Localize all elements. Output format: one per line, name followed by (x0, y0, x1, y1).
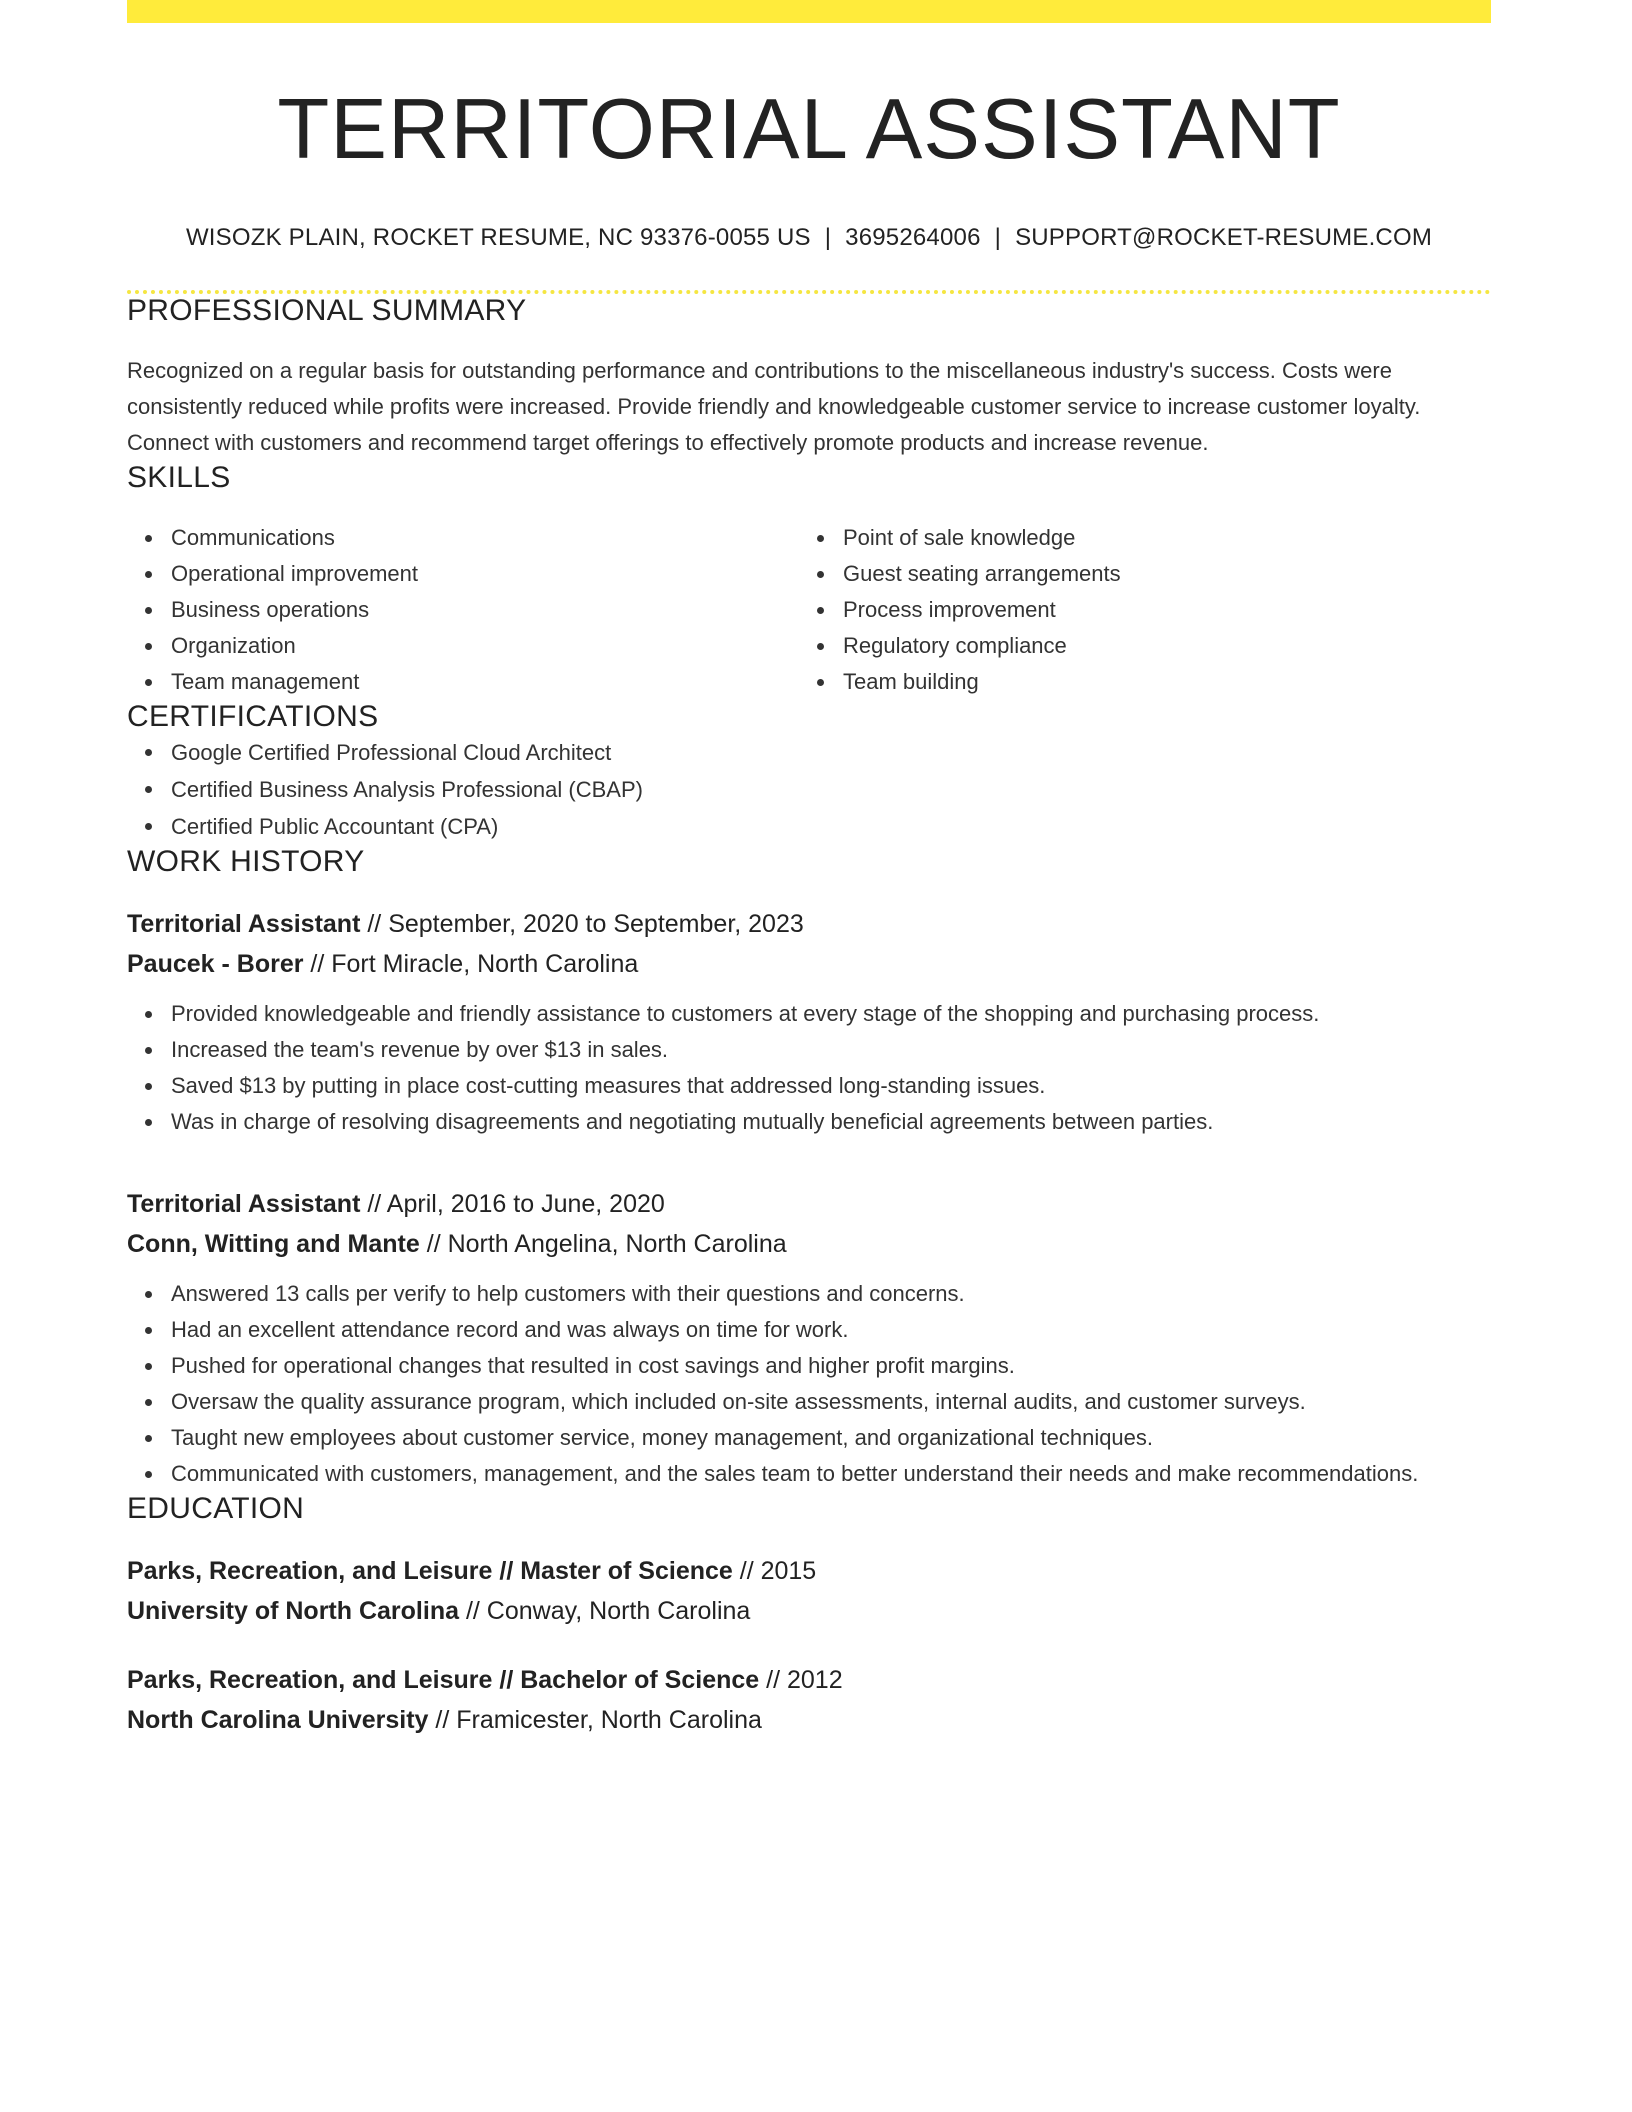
skill-item: Business operations (171, 592, 799, 628)
contact-email: SUPPORT@ROCKET-RESUME.COM (1015, 223, 1433, 251)
school-line (127, 1700, 1491, 1740)
certification-item: Certified Public Accountant (CPA) (171, 808, 1491, 845)
job-duty-item: Saved $13 by putting in place cost-cutting measures that addressed long-standing issues. (171, 1068, 1491, 1104)
degree-line (127, 1551, 1491, 1591)
job-company: Conn, Witting and Mante (127, 1229, 420, 1258)
job-title-line (127, 1184, 1491, 1224)
job-location: // North Angelina, North Carolina (419, 1229, 787, 1258)
skills-heading: SKILLS (127, 460, 231, 494)
work-history-heading: WORK HISTORY (127, 844, 365, 878)
school-location: // Framicester, North Carolina (428, 1705, 762, 1734)
skill-item: Process improvement (843, 592, 1471, 628)
skills-column-right (799, 520, 1471, 700)
job-company-line (127, 1224, 1491, 1264)
job-duty-item: Answered 13 calls per verify to help customers with their questions and concerns. (171, 1276, 1491, 1312)
skill-item: Team building (843, 664, 1471, 700)
degree-name: Parks, Recreation, and Leisure // Master of Science (127, 1556, 733, 1585)
certification-item: Certified Business Analysis Professional (CBAP) (171, 771, 1491, 808)
skill-item: Team management (171, 664, 799, 700)
skills-grid (127, 520, 1491, 700)
contact-address: WISOZK PLAIN, ROCKET RESUME, NC 93376-0055 US (185, 223, 811, 251)
skill-item: Organization (171, 628, 799, 664)
degree-year: // 2015 (732, 1556, 817, 1585)
summary-heading: PROFESSIONAL SUMMARY (127, 293, 527, 327)
degree-name: Parks, Recreation, and Leisure // Bachelor of Science (127, 1665, 760, 1694)
certifications-list (127, 734, 1491, 845)
contact-separator: | (824, 223, 832, 251)
job-dates: // April, 2016 to June, 2020 (360, 1189, 665, 1218)
school-name: University of North Carolina (127, 1596, 459, 1625)
resume-page (127, 0, 1491, 1740)
skill-item: Regulatory compliance (843, 628, 1471, 664)
job-location: // Fort Miracle, North Carolina (303, 949, 639, 978)
job-role: Territorial Assistant (127, 909, 361, 938)
skills-column-left (127, 520, 799, 700)
education-entry (127, 1551, 1491, 1631)
skills-list-left (127, 520, 799, 700)
job-company: Paucek - Borer (127, 949, 304, 978)
job-duty-item: Oversaw the quality assurance program, which included on-site assessments, internal audits, and customer surveys. (171, 1384, 1491, 1420)
summary-text: Recognized on a regular basis for outstanding performance and contributions to the miscellaneous industry's success. Costs were consistently reduced while profits were increased. Provide friendly and knowledgeable customer service to increase customer loyalty. Connect with customers and recommend target offerings to effectively promote products and increase revenue. (127, 357, 1421, 455)
job-duty-item: Had an excellent attendance record and was always on time for work. (171, 1312, 1491, 1348)
job-role: Territorial Assistant (127, 1189, 361, 1218)
school-location: // Conway, North Carolina (459, 1596, 751, 1625)
resume-name: TERRITORIAL ASSISTANT (277, 82, 1341, 177)
skill-item: Operational improvement (171, 556, 799, 592)
contact-phone: 3695264006 (845, 223, 981, 251)
job-duty-item: Taught new employees about customer service, money management, and organizational techniques. (171, 1420, 1491, 1456)
education-heading: EDUCATION (127, 1491, 305, 1525)
job-duty-item: Communicated with customers, management, and the sales team to better understand their needs and make recommendations. (171, 1456, 1491, 1492)
job-dates: // September, 2020 to September, 2023 (360, 909, 804, 938)
accent-bar (127, 0, 1491, 23)
certifications-heading: CERTIFICATIONS (127, 699, 379, 733)
job-duties-list (127, 996, 1491, 1140)
skills-list-right (799, 520, 1471, 700)
job-duty-item: Was in charge of resolving disagreements and negotiating mutually beneficial agreements between parties. (171, 1104, 1491, 1140)
skill-item: Communications (171, 520, 799, 556)
school-name: North Carolina University (127, 1705, 429, 1734)
education-entry (127, 1660, 1491, 1740)
degree-line (127, 1660, 1491, 1700)
degree-year: // 2012 (759, 1665, 843, 1694)
job-duties-list (127, 1276, 1491, 1492)
job-entry (127, 904, 1491, 1140)
contact-separator: | (994, 223, 1002, 251)
school-line (127, 1591, 1491, 1631)
job-duty-item: Provided knowledgeable and friendly assistance to customers at every stage of the shopping and purchasing process. (171, 996, 1491, 1032)
skill-item: Point of sale knowledge (843, 520, 1471, 556)
skill-item: Guest seating arrangements (843, 556, 1471, 592)
job-company-line (127, 944, 1491, 984)
job-title-line (127, 904, 1491, 944)
contact-line (127, 224, 1491, 252)
job-duty-item: Increased the team's revenue by over $13 in sales. (171, 1032, 1491, 1068)
certification-item: Google Certified Professional Cloud Architect (171, 734, 1491, 771)
job-duty-item: Pushed for operational changes that resulted in cost savings and higher profit margins. (171, 1348, 1491, 1384)
job-entry (127, 1184, 1491, 1492)
